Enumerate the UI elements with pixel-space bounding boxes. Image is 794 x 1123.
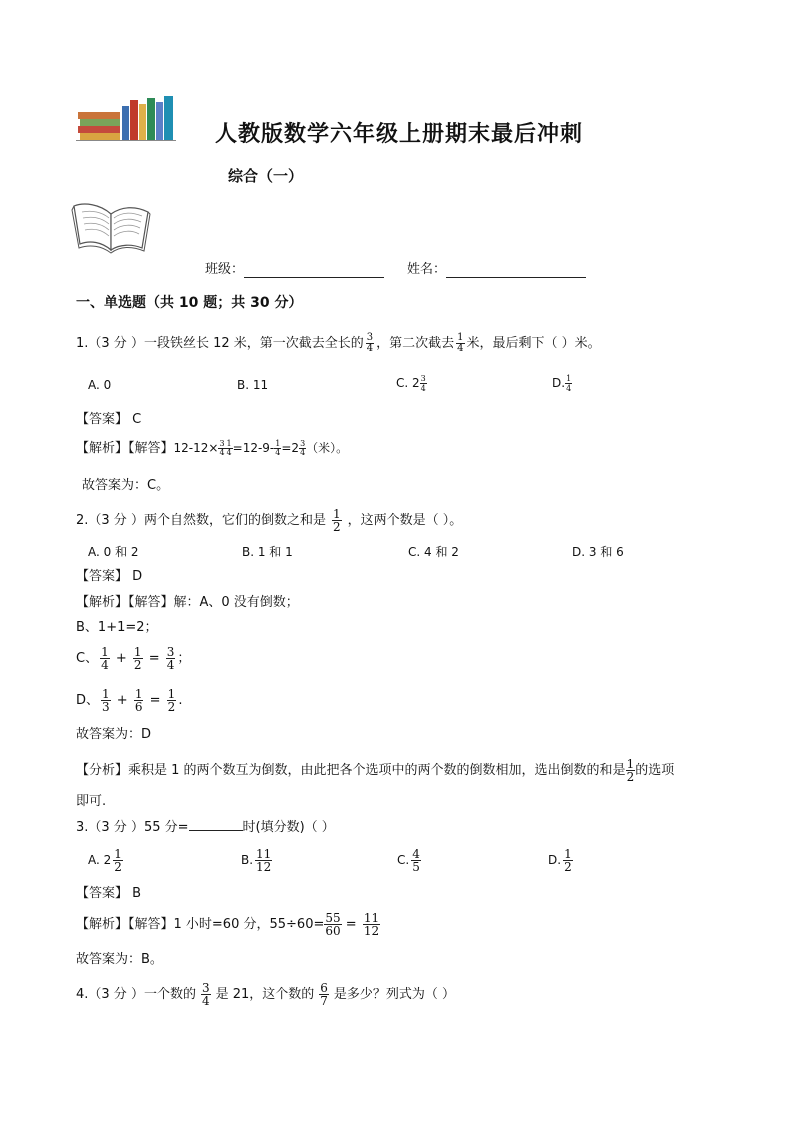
fraction: $\frac{1}{2}$ bbox=[332, 507, 341, 534]
class-field[interactable] bbox=[205, 262, 384, 278]
q1-analysis: 【解析】【解答】12-12× $\frac{3}{4}$ $\frac{1}{4}$ =12-9- $\frac{1}{4}$ =2 $\frac{3}{4}$ （米）。 bbox=[76, 439, 349, 457]
q2-option-c[interactable]: C. 4 和 2 bbox=[408, 545, 459, 559]
fraction: $\frac{1}{2}$ bbox=[564, 847, 572, 874]
q2-analysis-line2: B、1+1=2； bbox=[76, 620, 158, 635]
fraction: $\frac{1}{3}$ bbox=[102, 687, 110, 714]
q3-analysis: 【解析】【解答】1 小时=60 分，55÷60= $\frac{55}{60}$ = $\frac{11}{12}$ bbox=[76, 911, 380, 938]
fraction: $\frac{11}{12}$ bbox=[363, 911, 380, 938]
q2-option-a[interactable]: A. 0 和 2 bbox=[88, 545, 139, 559]
q2-option-b[interactable]: B. 1 和 1 bbox=[242, 545, 293, 559]
fraction: $\frac{1}{6}$ bbox=[134, 687, 143, 714]
q1-option-c[interactable]: C. 2 $\frac{3}{4}$ bbox=[396, 374, 426, 393]
q3-option-b[interactable]: B. $\frac{11}{12}$ bbox=[241, 847, 272, 874]
name-field[interactable] bbox=[407, 262, 586, 278]
fraction: $\frac{3}{4}$ bbox=[300, 439, 306, 457]
q3-option-c[interactable]: C. $\frac{4}{5}$ bbox=[397, 847, 420, 874]
q1-option-a[interactable]: A. 0 bbox=[88, 378, 112, 392]
q3-conclusion: 故答案为：B。 bbox=[76, 952, 163, 967]
open-book-icon bbox=[70, 196, 152, 254]
fraction: $\frac{55}{60}$ bbox=[325, 911, 341, 938]
q2-answer: 【答案】 D bbox=[76, 569, 143, 584]
fraction: $\frac{1}{4}$ bbox=[101, 645, 109, 672]
fraction: $\frac{1}{2}$ bbox=[167, 687, 176, 714]
books-stack-icon bbox=[76, 94, 176, 142]
q1-stem: 1.（3 分 ）一段铁丝长 12 米，第一次截去全长的 $\frac{3}{4}$ ，第二次截去 $\frac{1}{4}$ 米，最后剩下（ ）米。 bbox=[76, 332, 601, 354]
q2-fenxi: 【分析】乘积是 1 的两个数互为倒数，由此把各个选项中的两个数的倒数相加，选出倒数的和是 $\frac{1}{2}$ 的选项 bbox=[76, 757, 675, 784]
fraction: $\frac{1}{4}$ bbox=[457, 332, 464, 354]
q2-fenxi-cont: 即可. bbox=[76, 794, 107, 809]
fraction: $\frac{1}{4}$ bbox=[275, 439, 281, 457]
q1-option-d[interactable]: D. $\frac{1}{4}$ bbox=[552, 374, 572, 393]
q2-stem: 2.（3 分 ）两个自然数，它们的倒数之和是 $\frac{1}{2}$ ，这两个数是（ ）。 bbox=[76, 507, 463, 534]
page-subtitle: 综合（一） bbox=[228, 167, 304, 185]
fraction: $\frac{3}{4}$ bbox=[201, 981, 210, 1008]
class-blank-line[interactable] bbox=[244, 264, 384, 278]
fraction: $\frac{6}{7}$ bbox=[320, 981, 328, 1008]
fraction: $\frac{3}{4}$ bbox=[219, 439, 225, 457]
fraction: $\frac{1}{4}$ bbox=[566, 374, 572, 393]
q3-option-a[interactable]: A. 2 $\frac{1}{2}$ bbox=[88, 847, 122, 874]
fraction: $\frac{1}{2}$ bbox=[114, 847, 122, 874]
q2-analysis-line1: 【解析】【解答】解：A、0 没有倒数； bbox=[76, 595, 299, 610]
q2-analysis-line-d: D、 $\frac{1}{3}$ + $\frac{1}{6}$ = $\frac{1}{2}$ . bbox=[76, 687, 183, 714]
q1-answer: 【答案】 C bbox=[76, 412, 142, 427]
q2-conclusion: 故答案为：D bbox=[76, 727, 152, 742]
name-blank-line[interactable] bbox=[446, 264, 586, 278]
fraction: $\frac{3}{4}$ bbox=[366, 332, 374, 354]
fraction: $\frac{11}{12}$ bbox=[256, 847, 272, 874]
q4-stem: 4.（3 分 ）一个数的 $\frac{3}{4}$ 是 21，这个数的 $\frac{6}{7}$ 是多少？列式为（ ） bbox=[76, 981, 456, 1008]
fraction: $\frac{3}{4}$ bbox=[166, 645, 175, 672]
q1-option-b[interactable]: B. 11 bbox=[237, 378, 269, 392]
q1-conclusion: 故答案为：C。 bbox=[82, 478, 170, 493]
q3-answer: 【答案】 B bbox=[76, 886, 142, 901]
fraction: $\frac{3}{4}$ bbox=[420, 374, 426, 393]
fraction: $\frac{1}{2}$ bbox=[626, 757, 635, 784]
fill-blank[interactable] bbox=[189, 818, 243, 831]
q2-option-d[interactable]: D. 3 和 6 bbox=[572, 545, 624, 559]
q3-option-d[interactable]: D. $\frac{1}{2}$ bbox=[548, 847, 572, 874]
page-title: 人教版数学六年级上册期末最后冲刺 bbox=[215, 121, 584, 147]
section-heading: 一、单选题（共 10 题；共 30 分） bbox=[76, 295, 303, 311]
fraction: $\frac{4}{5}$ bbox=[412, 847, 420, 874]
q2-analysis-line-c: C、 $\frac{1}{4}$ + $\frac{1}{2}$ = $\frac{3}{4}$ ； bbox=[76, 645, 191, 672]
name-label: 姓名： bbox=[407, 262, 447, 277]
q3-stem: 3.（3 分 ）55 分= 时(填分数)（ ） bbox=[76, 820, 335, 835]
fraction: $\frac{1}{2}$ bbox=[133, 645, 142, 672]
class-label: 班级： bbox=[205, 262, 245, 277]
fraction: $\frac{1}{4}$ bbox=[226, 439, 232, 457]
